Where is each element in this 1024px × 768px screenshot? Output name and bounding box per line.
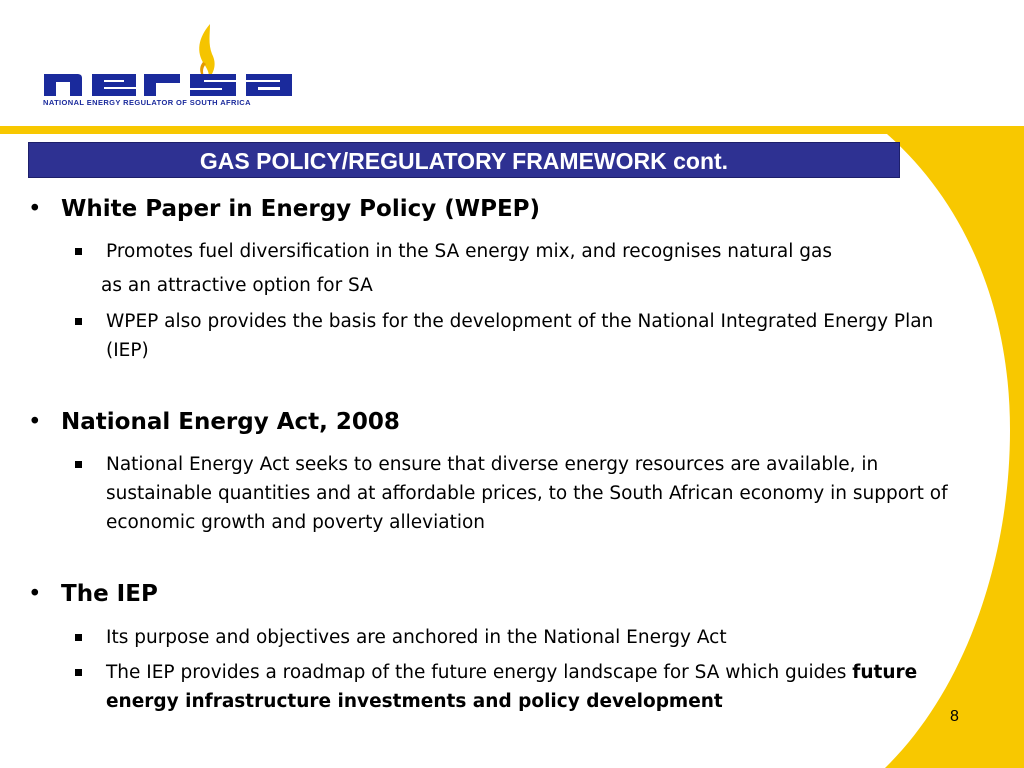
bullet-text-bold: future energy infrastructure investments and policy development <box>106 662 918 712</box>
bullet-point <box>75 450 955 537</box>
section-heading-national-energy-act <box>28 409 400 435</box>
bullet-point <box>75 237 955 266</box>
bullet-continuation-text: as an attractive option for SA <box>101 275 373 296</box>
bullet-dot: • <box>28 409 42 435</box>
square-bullet-icon <box>75 461 82 468</box>
square-bullet-icon <box>75 669 82 676</box>
bullet-text: Its purpose and objectives are anchored in the National Energy Act <box>106 627 727 648</box>
section-heading-text: White Paper in Energy Policy (WPEP) <box>61 196 541 222</box>
bullet-text <box>106 658 955 716</box>
section-heading-iep <box>28 581 158 607</box>
logo-tagline: NATIONAL ENERGY REGULATOR OF SOUTH AFRICA <box>43 98 251 107</box>
section-heading-text: National Energy Act, 2008 <box>61 409 400 435</box>
bullet-point <box>75 623 955 652</box>
page-number: 8 <box>950 708 959 725</box>
square-bullet-icon <box>75 248 82 255</box>
slide-title: GAS POLICY/REGULATORY FRAMEWORK cont. <box>28 142 900 178</box>
square-bullet-icon <box>75 318 82 325</box>
bullet-text: Promotes fuel diversification in the SA energy mix, and recognises natural gas <box>106 241 833 262</box>
bullet-dot: • <box>28 196 42 222</box>
bullet-text: WPEP also provides the basis for the development of the National Integrated Energy Plan (IEP) <box>106 311 934 361</box>
bullet-text: National Energy Act seeks to ensure that diverse energy resources are available, in sustainable quantities and at affordable prices, to the South African economy in support of economic growth and poverty alleviation <box>106 454 948 533</box>
bullet-point <box>75 307 955 365</box>
square-bullet-icon <box>75 634 82 641</box>
bullet-point <box>75 658 955 716</box>
bullet-text-regular: The IEP provides a roadmap of the future energy landscape for SA which guides <box>106 662 853 683</box>
section-heading-wpep <box>28 196 540 222</box>
bullet-dot: • <box>28 581 42 607</box>
section-heading-text: The IEP <box>61 581 158 607</box>
